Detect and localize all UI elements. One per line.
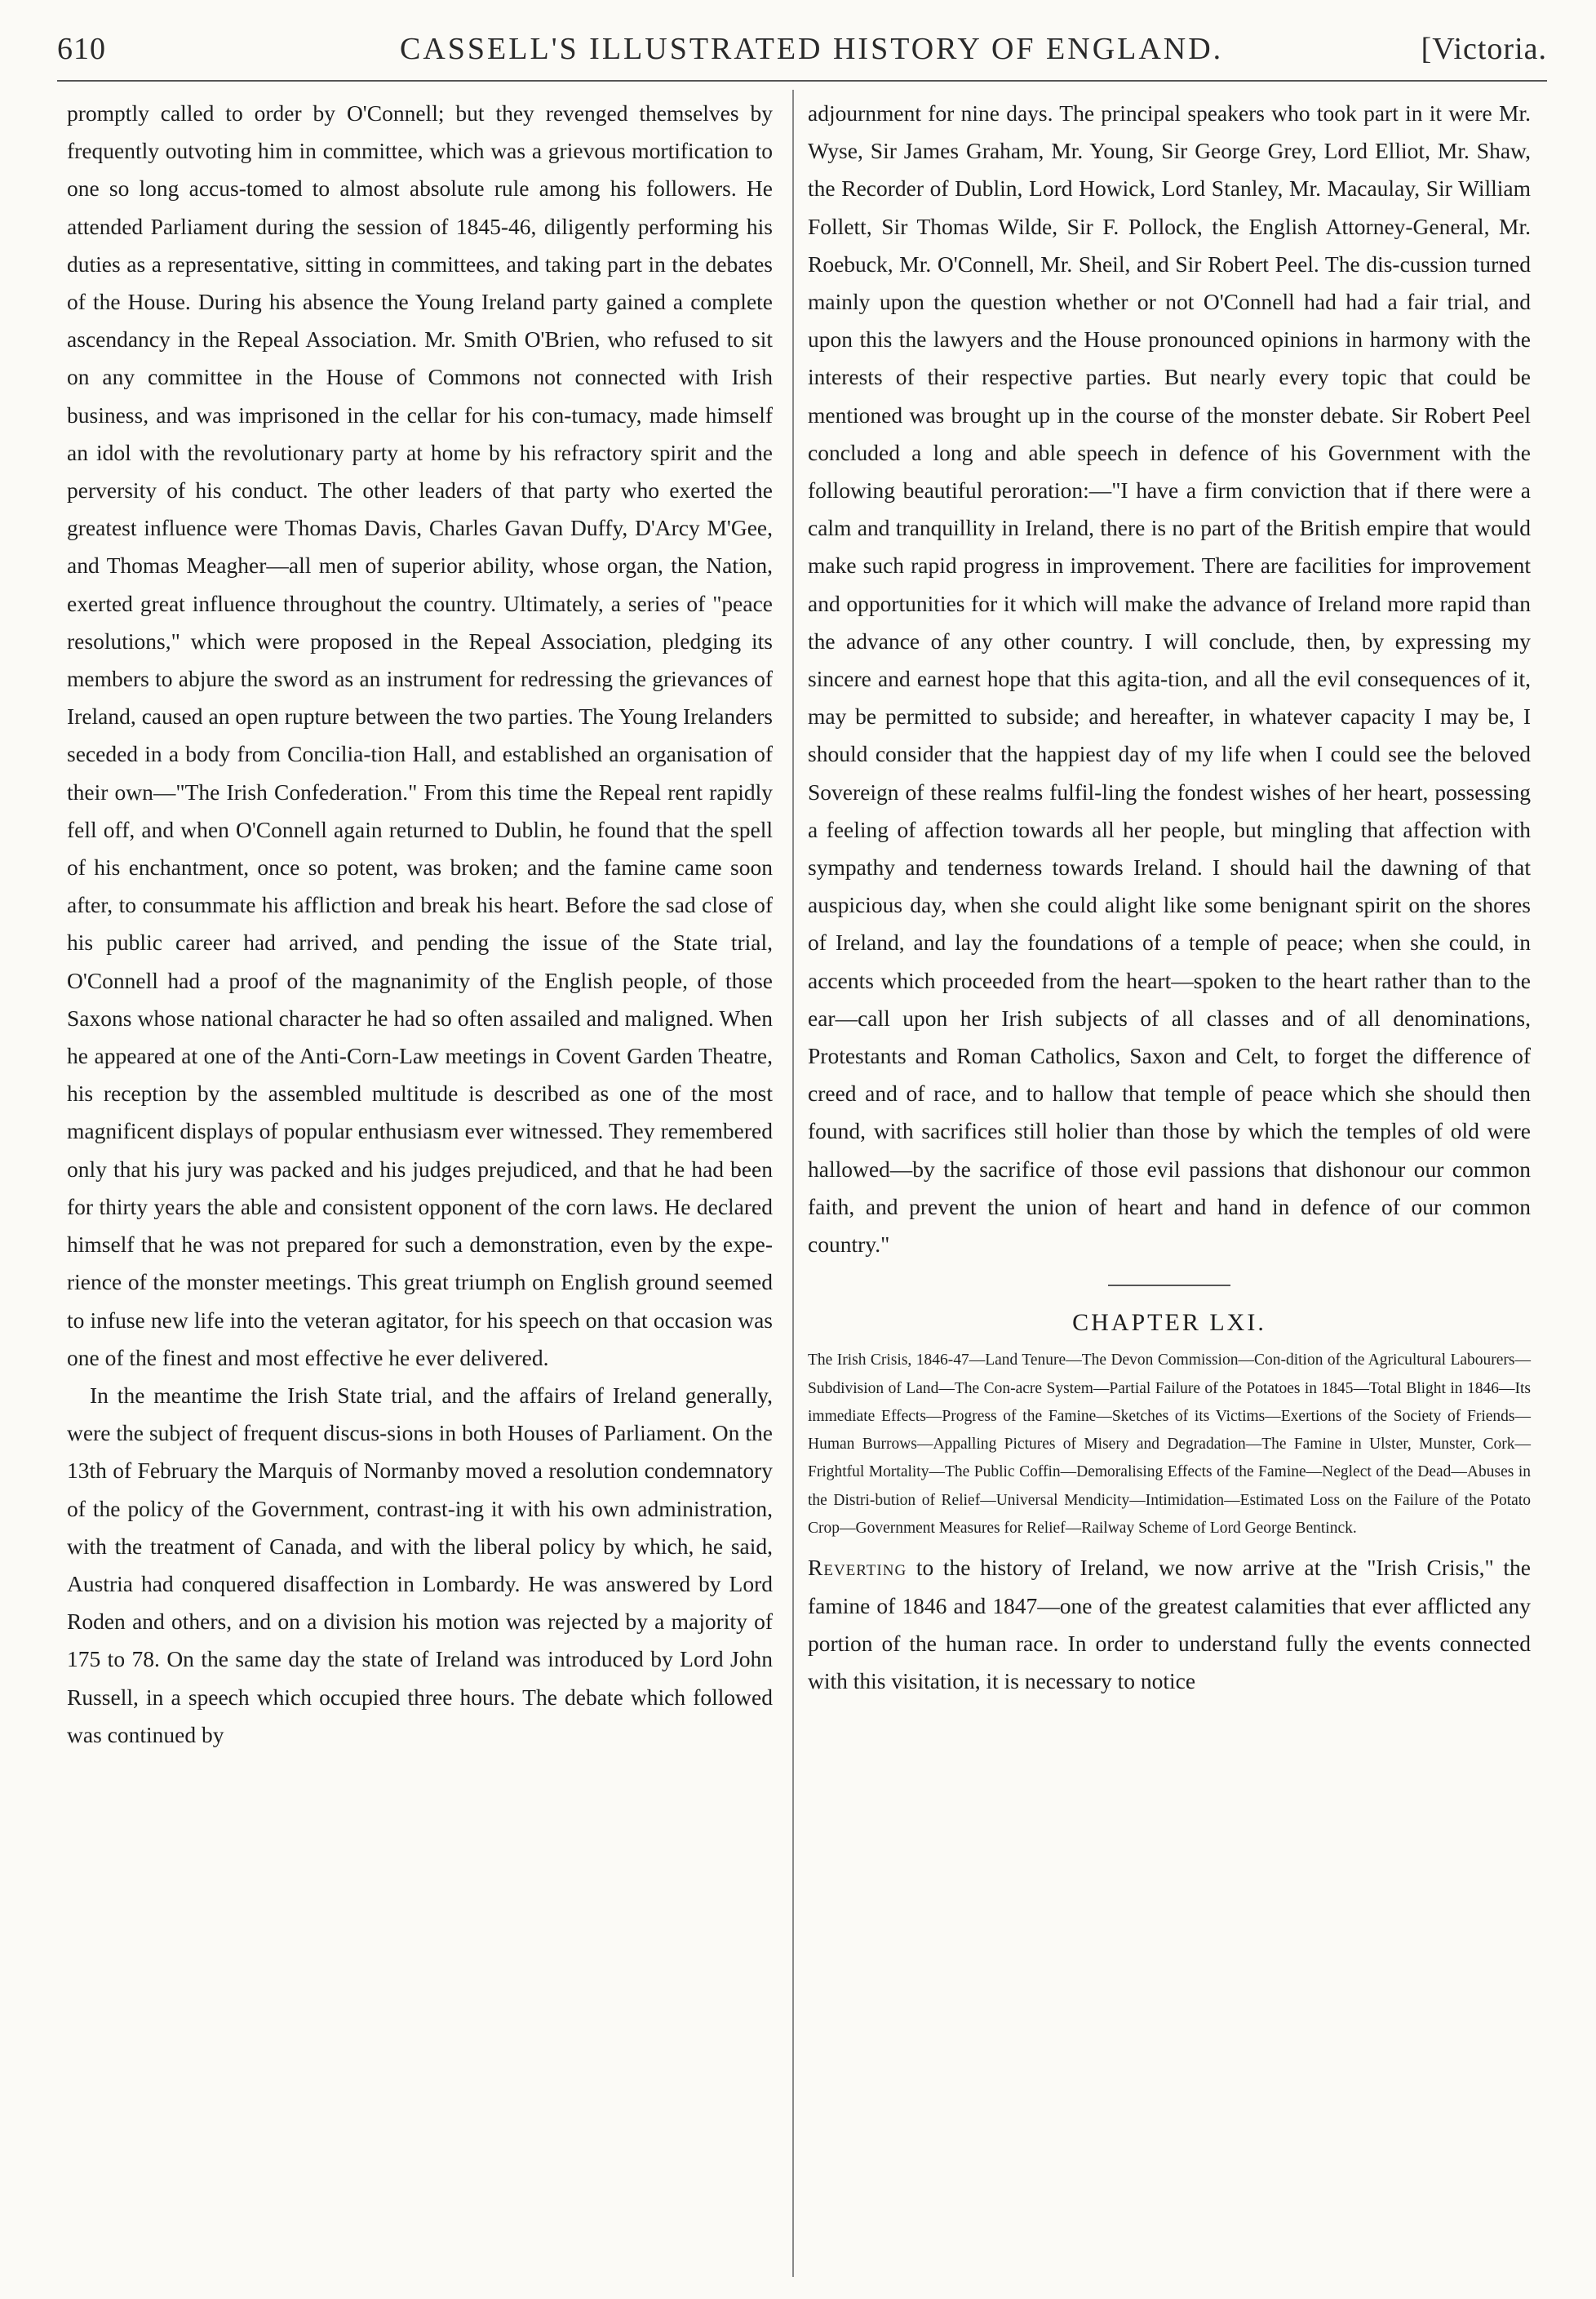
right-column (808, 95, 1531, 1700)
opening-word: Reverting (808, 1555, 907, 1581)
paragraph: promptly called to order by O'Connell; but they revenged themselves by frequently outvoting him in committee, which was a grievous mortification to one so long accus-tomed to almost absolute rule among his followers. He attended Parliament during the session of 1845-46, diligently performing his duties as a representative, sitting in committees, and taking part in the debates of the House. During his absence the Young Ireland party gained a complete ascendancy in the Repeal Association. Mr. Smith O'Brien, who refused to sit on any committee in the House of Commons not connected with Irish business, and was imprisoned in the cellar for his con-tumacy, made himself an idol with the revolutionary party at home by his refractory spirit and the perversity of his conduct. The other leaders of that party who exerted the greatest influence were Thomas Davis, Charles Gavan Duffy, D'Arcy M'Gee, and Thomas Meagher—all men of superior ability, whose organ, the Nation, exerted great influence throughout the country. Ultimately, a series of "peace resolutions," which were proposed in the Repeal Association, pledging its members to abjure the sword as an instrument for redressing the grievances of Ireland, caused an open rupture between the two parties. The Young Irelanders seceded in a body from Concilia-tion Hall, and established an organisation of their own—"The Irish Confederation." From this time the Repeal rent rapidly fell off, and when O'Connell again returned to Dublin, he found that the spell of his enchantment, once so potent, was broken; and the famine came soon after, to consummate his affliction and break his heart. Before the sad close of his public career had arrived, and pending the issue of the State trial, O'Connell had a proof of the magnanimity of the English people, of those Saxons whose national character he had so often assailed and maligned. When he appeared at one of the Anti-Corn-Law meetings in Covent Garden Theatre, his reception by the assembled multitude is described as one of the most magnificent displays of popular enthusiasm ever witnessed. They remembered only that his jury was packed and his judges prejudiced, and that he had been for thirty years the able and consistent opponent of the corn laws. He declared himself that he was not prepared for such a demonstration, even by the expe-rience of the monster meetings. This great triumph on English ground seemed to infuse new life into the veteran agitator, for his speech on that occasion was one of the finest and most effective he ever delivered. (67, 100, 773, 1370)
left-column (67, 95, 773, 1754)
chapter-divider (1108, 1285, 1230, 1286)
opening-text: to the history of Ireland, we now arrive at the "Irish Crisis," the famine of 1846 and 1847—one of the greatest calamities that ever afflicted any portion of the human race. In order to understand fully the events connected with this visitation, it is necessary to notice (808, 1555, 1531, 1693)
paragraph: adjournment for nine days. The principal speakers who took part in it were Mr. Wyse, Sir James Graham, Mr. Young, Sir George Grey, Lord Elliot, Mr. Shaw, the Recorder of Dublin, Lord Howick, Lord Stanley, Mr. Macaulay, Sir William Follett, Sir Thomas Wilde, Sir F. Pollock, the English Attorney-General, Mr. Roebuck, Mr. O'Connell, Mr. Sheil, and Sir Robert Peel. The dis-cussion turned mainly upon the question whether or not O'Connell had had a fair trial, and upon this the lawyers and the House pronounced opinions in harmony with the interests of their respective parties. But nearly every topic that could be mentioned was brought up in the course of the monster debate. Sir Robert Peel concluded a long and able speech in defence of his Government with the following beautiful peroration:—"I have a firm conviction that if there were a calm and tranquillity in Ireland, there is no part of the British empire that would make such rapid progress in improvement. There are facilities for improvement and opportunities for it which will make the advance of Ireland more rapid than the advance of any other country. I will conclude, then, by expressing my sincere and earnest hope that this agita-tion, and all the evil consequences of it, may be permitted to subside; and hereafter, in whatever capacity I may be, I should consider that the happiest day of my life when I could see the beloved Sovereign of these realms fulfil-ling the fondest wishes of her heart, possessing a feeling of affection towards all her people, but mingling that affection with sympathy and tenderness towards Ireland. I should hail the dawning of that auspicious day, when she could alight like some benignant spirit on the shores of Ireland, and lay the foundations of a temple of peace; when she could, in accents which proceeded from the heart—spoken to the heart rather than to the ear—call upon her Irish subjects of all classes and of all denominations, Protestants and Roman Catholics, Saxon and Celt, to forget the difference of creed and of race, and to hallow that temple of peace which she should then found, with sacrifices still holier than those by which the temples of old were hallowed—by the sacrifice of those evil passions that dishonour our common faith, and prevent the union of heart and hand in defence of our common country." (808, 100, 1531, 1258)
chapter-synopsis: The Irish Crisis, 1846-47—Land Tenure—The Devon Commission—Con-dition of the Agricultural Labourers—Subdivision of Land—The Con-acre System—Partial Failure of the Potatoes in 1845—Total Blight in 1846—Its immediate Effects—Progress of the Famine—Sketches of its Victims—Exertions of the Society of Friends—Human Burrows—Appalling Pictures of Misery and Degradation—The Famine in Ulster, Munster, Cork—Frightful Mortality—The Public Coffin—Demoralising Effects of the Famine—Neglect of the Dead—Abuses in the Distri-bution of Relief—Universal Mendicity—Intimidation—Estimated Loss on the Failure of the Potato Crop—Government Measures for Relief—Railway Scheme of Lord George Bentinck. (808, 1351, 1531, 1538)
column-divider (792, 90, 794, 2277)
chapter-title: CHAPTER LXI. (1072, 1309, 1266, 1337)
chapter-opening-paragraph (808, 1549, 1531, 1700)
header-rule (57, 80, 1547, 82)
running-title: CASSELL'S ILLUSTRATED HISTORY OF ENGLAND. (400, 32, 1224, 66)
paragraph: In the meantime the Irish State trial, and the affairs of Ireland generally, were the subject of frequent discus-sions in both Houses of Parliament. On the 13th of February the Marquis of Normanby moved a resolution condemnatory of the policy of the Government, contrast-ing it with his own administration, with the treatment of Canada, and with the liberal policy by which, he said, Austria had conquered disaffection in Lombardy. He was answered by Lord Roden and others, and on a division his motion was rejected by a majority of 175 to 78. On the same day the state of Ireland was introduced by Lord John Russell, in a speech which occupied three hours. The debate which followed was continued by (67, 1382, 773, 1747)
page-number: 610 (57, 32, 106, 66)
running-header (57, 26, 1547, 75)
section-label: [Victoria. (1421, 32, 1547, 66)
